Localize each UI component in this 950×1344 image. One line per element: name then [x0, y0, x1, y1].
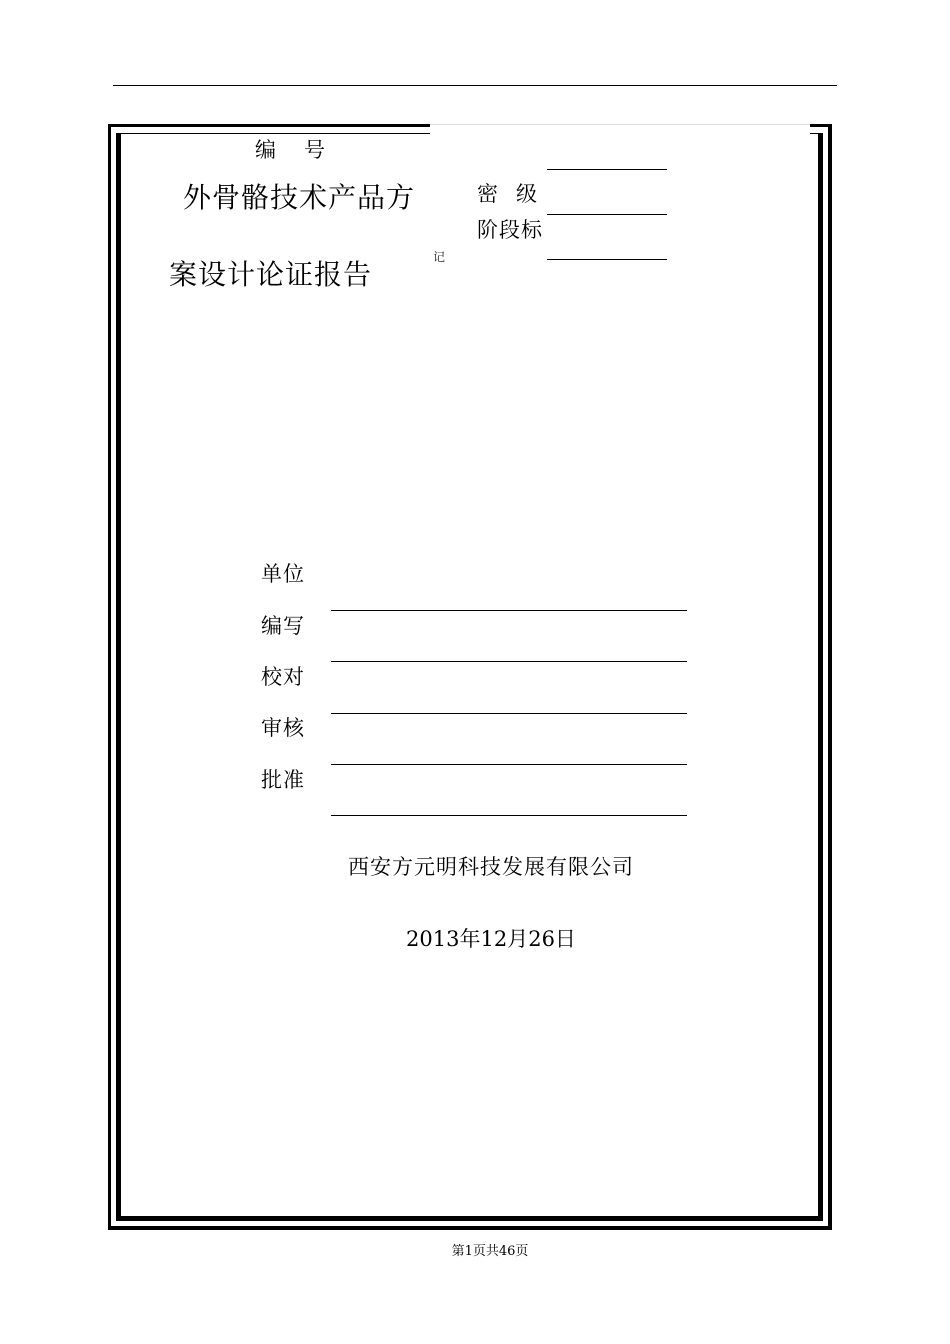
- number-label: 编号: [255, 138, 353, 162]
- approve-label: 批准: [261, 768, 305, 792]
- unit-value-line[interactable]: [331, 610, 687, 611]
- author-value-line[interactable]: [331, 661, 687, 662]
- stage-label: 阶段标: [477, 218, 543, 242]
- report-title-line2: 案设计论证报告: [169, 258, 373, 291]
- stage-label-fragment: 记: [433, 250, 446, 264]
- number-value-line[interactable]: [547, 169, 667, 170]
- review-label: 审核: [261, 716, 305, 740]
- report-title-line1: 外骨骼技术产品方: [183, 181, 416, 214]
- frame-top-thin-line: [430, 124, 810, 125]
- header-rule: [113, 85, 837, 86]
- report-date: 2013年12月26日: [406, 927, 576, 951]
- unit-label: 单位: [261, 562, 305, 586]
- page-footer: 第1页共46页: [451, 1244, 529, 1259]
- secret-level-label: 密级: [477, 182, 555, 206]
- page-frame-inner: [116, 133, 823, 1221]
- proofread-label: 校对: [261, 665, 305, 689]
- frame-top-gap: [430, 118, 810, 140]
- approve-value-line[interactable]: [331, 815, 687, 816]
- secret-level-value-line[interactable]: [547, 214, 667, 215]
- author-label: 编写: [261, 614, 305, 638]
- review-value-line[interactable]: [331, 764, 687, 765]
- company-name: 西安方元明科技发展有限公司: [348, 855, 634, 879]
- stage-value-line[interactable]: [547, 259, 667, 260]
- proofread-value-line[interactable]: [331, 713, 687, 714]
